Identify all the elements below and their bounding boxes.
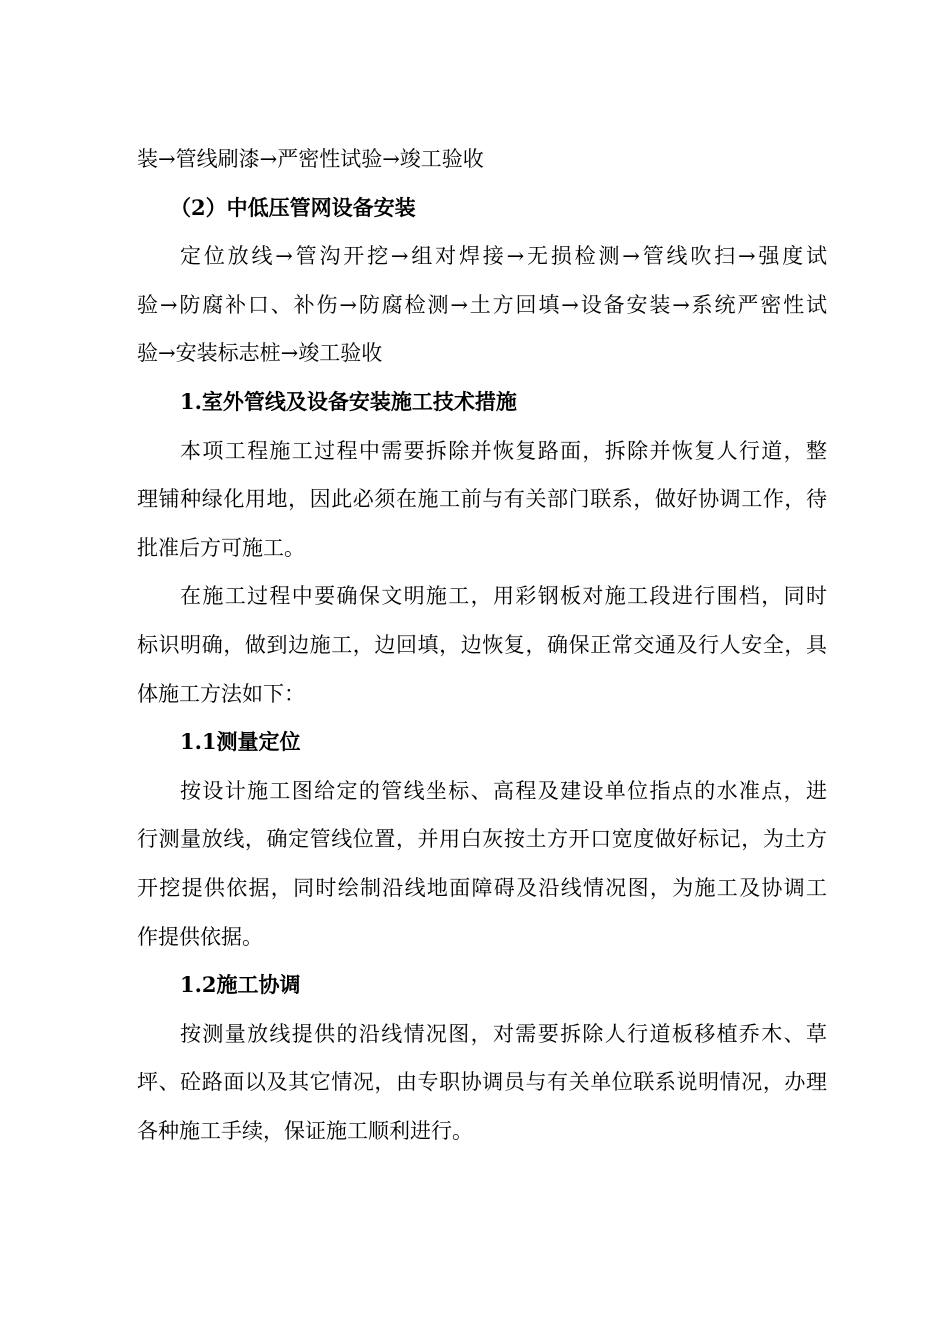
- text-line: 体施工方法如下：: [137, 681, 305, 706]
- text-line: 行测量放线，确定管线位置，并用白灰按土方开口宽度做好标记，为土方: [137, 827, 827, 852]
- text-line: 批准后方可施工。: [137, 535, 305, 560]
- text-line: 各种施工手续，保证施工顺利进行。: [137, 1118, 473, 1143]
- text-line: 作提供依据。: [137, 924, 263, 949]
- text-line: 在施工过程中要确保文明施工，用彩钢板对施工段进行围档，同时: [180, 584, 827, 609]
- text-line: 本项工程施工过程中需要拆除并恢复路面，拆除并恢复人行道，整: [180, 438, 827, 463]
- section-heading: 1.2施工协调: [180, 972, 301, 998]
- text-line: 按测量放线提供的沿线情况图，对需要拆除人行道板移植乔木、草: [180, 1021, 827, 1046]
- text-line: 按设计施工图给定的管线坐标、高程及建设单位指点的水准点，进: [180, 778, 827, 803]
- text-line: 理铺种绿化用地，因此必须在施工前与有关部门联系，做好协调工作，待: [137, 487, 827, 512]
- text-line: 装→管线刷漆→严密性试验→竣工验收: [137, 147, 484, 171]
- text-line: 验→安装标志桩→竣工验收: [137, 341, 383, 366]
- section-heading: 1.室外管线及设备安装施工技术措施: [180, 388, 517, 414]
- text-line: 验→防腐补口、补伤→防腐检测→土方回填→设备安装→系统严密性试: [137, 292, 827, 317]
- text-line: 定位放线→管沟开挖→组对焊接→无损检测→管线吹扫→强度试: [180, 244, 827, 269]
- section-heading: （2）中低压管网设备安装: [170, 194, 416, 220]
- text-line: 坪、砼路面以及其它情况，由专职协调员与有关单位联系说明情况，办理: [137, 1070, 827, 1095]
- section-heading: 1.1测量定位: [180, 729, 301, 755]
- document-body: [137, 135, 827, 1155]
- text-line: 开挖提供依据，同时绘制沿线地面障碍及沿线情况图，为施工及协调工: [137, 875, 827, 900]
- text-line: 标识明确，做到边施工，边回填，边恢复，确保正常交通及行人安全，具: [137, 632, 827, 657]
